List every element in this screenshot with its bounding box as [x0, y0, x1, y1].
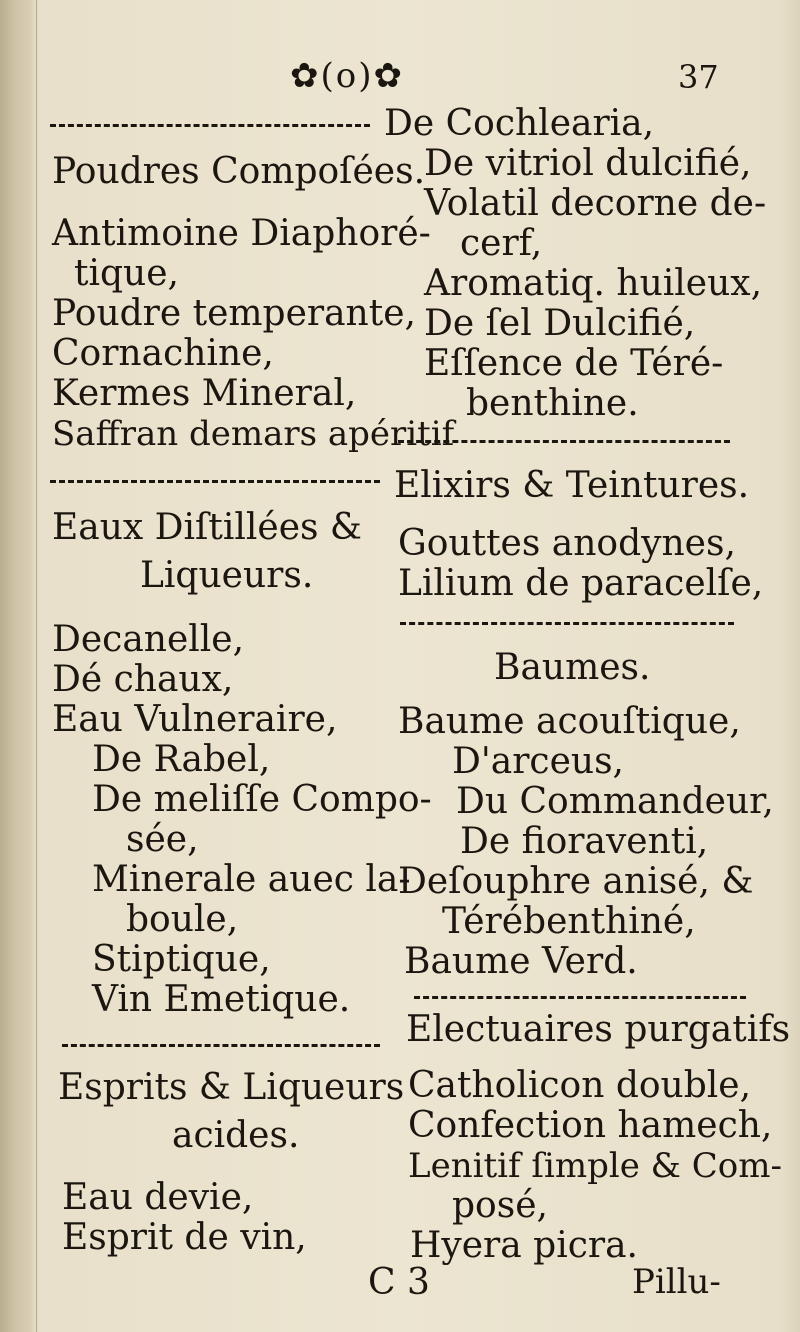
list-item: De Rabel,: [92, 739, 271, 780]
list-item: Eau devie,: [62, 1177, 254, 1218]
list-item: Decanelle,: [52, 619, 245, 660]
list-item: Kermes Mineral,: [52, 373, 357, 414]
section-title-eaux: Eaux Diſtillées &: [52, 507, 362, 548]
list-item: Baume acouſtique,: [398, 701, 741, 742]
rule-divider: [50, 480, 380, 483]
list-item: Deſouphre anisé, &: [398, 861, 754, 902]
list-item: Gouttes anodynes,: [398, 523, 736, 564]
list-item: Lilium de paracelſe,: [398, 563, 764, 604]
list-item: Catholicon double,: [408, 1065, 752, 1106]
section-title-eaux-line2: Liqueurs.: [140, 555, 314, 596]
list-item: sée,: [126, 819, 199, 860]
list-item: Saffran demars apéritif: [52, 414, 455, 454]
list-item: De vitriol dulcifié,: [424, 143, 752, 184]
list-item: Volatil decorne de-: [424, 183, 767, 224]
list-item: De meliſſe Compo-: [92, 779, 432, 820]
list-item: De fioraventi,: [460, 821, 709, 862]
list-item: posé,: [452, 1185, 548, 1226]
catchword: Pillu-: [632, 1262, 721, 1302]
page-header: [0, 52, 800, 102]
list-item: boule,: [126, 899, 239, 940]
list-item: tique,: [74, 253, 179, 294]
list-item: benthine.: [466, 383, 639, 424]
section-title-esprits: Esprits & Liqueurs: [58, 1067, 405, 1108]
section-title-baumes: Baumes.: [494, 647, 651, 688]
list-item: Du Commandeur,: [456, 781, 774, 822]
section-title-elixirs: Elixirs & Teintures.: [394, 465, 750, 506]
list-item: Dé chaux,: [52, 659, 234, 700]
rule-divider: [414, 996, 746, 999]
list-item: Eau Vulneraire,: [52, 699, 338, 740]
list-item: cerf,: [460, 223, 543, 264]
list-item: Antimoine Diaphoré-: [52, 213, 431, 254]
list-item: De ſel Dulcifié,: [424, 303, 696, 344]
list-item: Vin Emetique.: [92, 979, 351, 1020]
rule-divider: [62, 1044, 380, 1047]
list-item: Lenitif ſimple & Com-: [408, 1146, 782, 1186]
list-item: Baume Verd.: [404, 941, 638, 982]
list-item: Minerale auec la-: [92, 859, 411, 900]
list-item: Stiptique,: [92, 939, 271, 980]
list-item: Esprit de vin,: [62, 1217, 307, 1258]
header-ornament: ✿(o)✿: [290, 56, 404, 96]
rule-divider: [398, 440, 730, 443]
list-item: De Cochlearia,: [384, 103, 655, 144]
book-spine: [0, 0, 37, 1332]
list-item: Hyera picra.: [410, 1225, 638, 1266]
rule-divider: [400, 622, 734, 625]
list-item: Aromatiq. huileux,: [424, 263, 763, 304]
list-item: Confection hamech,: [408, 1105, 773, 1146]
section-title-poudres: Poudres Compoſées.: [52, 151, 426, 192]
list-item: Cornachine,: [52, 333, 274, 374]
list-item: Poudre temperante,: [52, 293, 416, 334]
rule-divider: [50, 124, 370, 127]
section-title-esprits-line2: acides.: [172, 1115, 300, 1156]
page-number: 37: [678, 58, 719, 96]
list-item: Eſſence de Téré-: [424, 343, 724, 384]
list-item: Térébenthiné,: [442, 901, 696, 942]
signature-mark: C 3: [368, 1262, 430, 1303]
list-item: D'arceus,: [452, 741, 625, 782]
section-title-electuaires: Electuaires purgatifs: [406, 1009, 791, 1050]
